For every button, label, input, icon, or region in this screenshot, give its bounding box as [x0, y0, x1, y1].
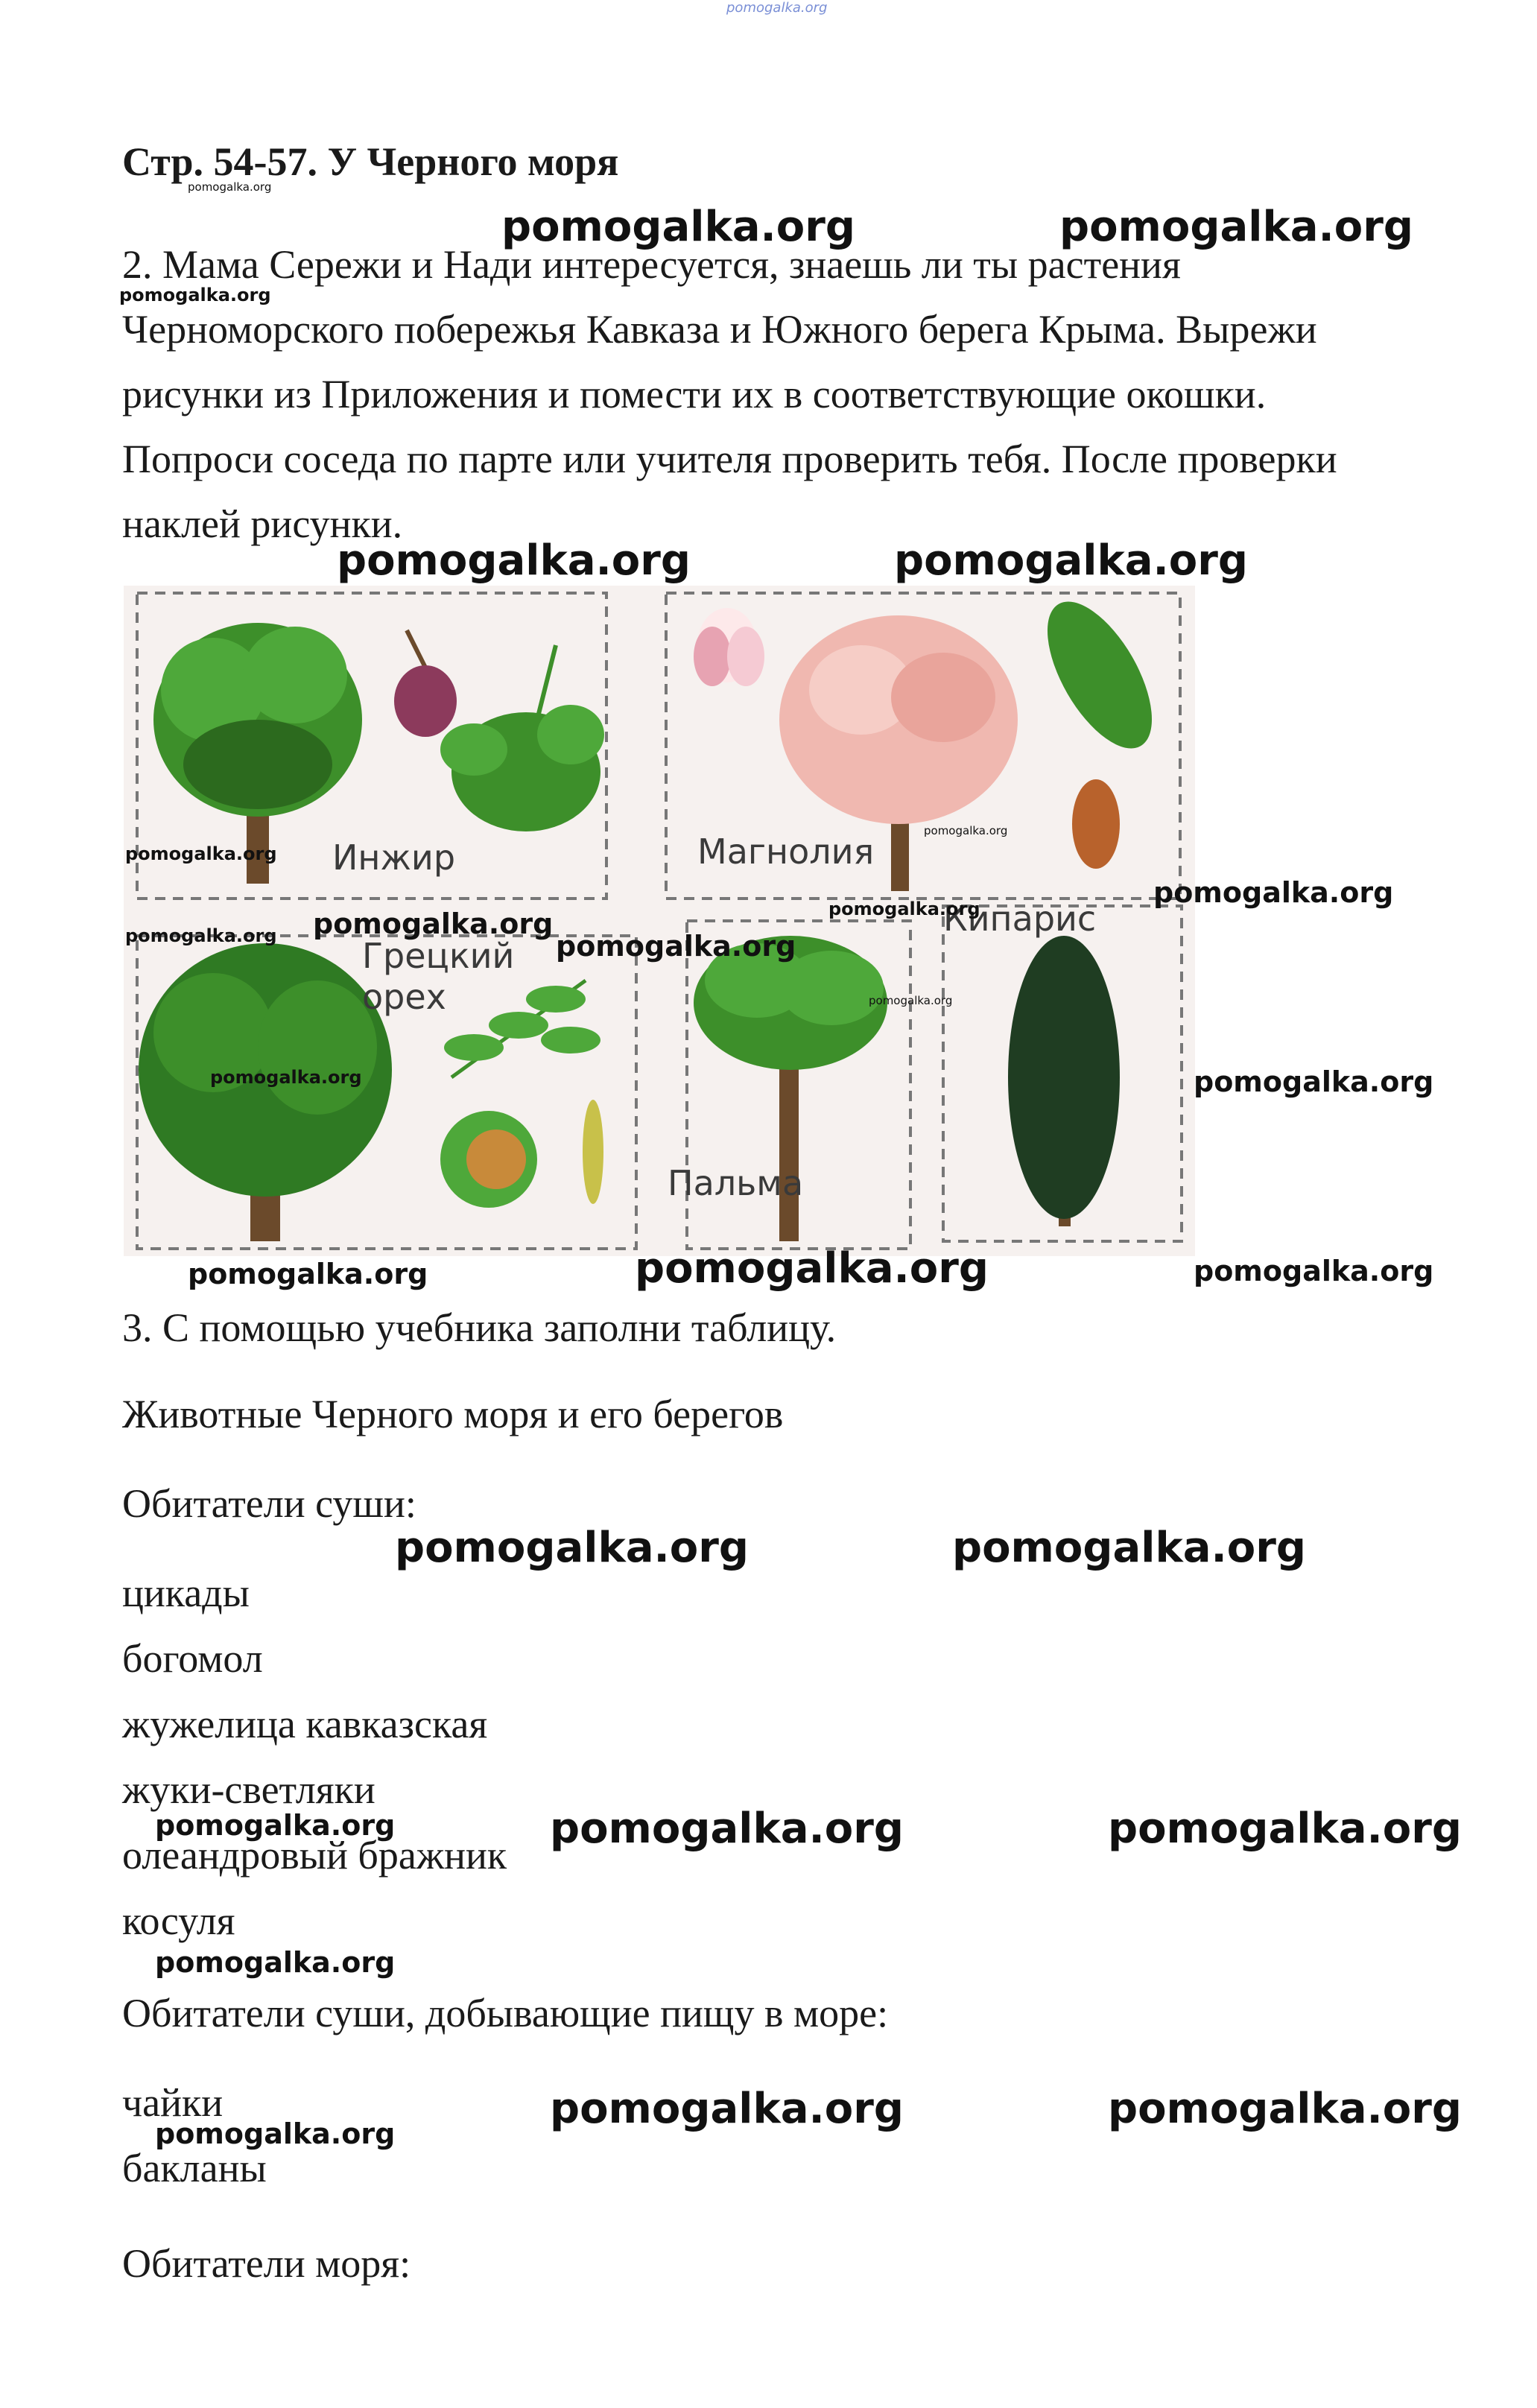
magnolia-cone [1072, 779, 1120, 869]
watermark: pomogalka.org [1108, 1805, 1462, 1853]
watermark: pomogalka.org [313, 907, 554, 940]
watermark: pomogalka.org [1194, 1065, 1434, 1098]
watermark: pomogalka.org [556, 930, 796, 963]
fig-leaf [440, 645, 604, 831]
site-watermark-top: pomogalka.org [726, 0, 828, 16]
watermark: pomogalka.org [952, 1524, 1306, 1572]
land-item: косуля [122, 1898, 235, 1943]
walnut-tree [139, 943, 392, 1241]
task3-subtitle: Животные Черного моря и его берегов [122, 1392, 784, 1436]
sea-feeder-item: бакланы [122, 2146, 267, 2190]
walnut-label-2: орех [362, 977, 446, 1017]
land-item: богомол [122, 1636, 263, 1681]
watermark: pomogalka.org [550, 1805, 904, 1853]
task2-line-3: рисунки из Приложения и помести их в соответствующие окошки. [122, 372, 1267, 416]
watermark: pomogalka.org [125, 925, 277, 946]
watermark: pomogalka.org [155, 1946, 396, 1979]
watermark: pomogalka.org [155, 1809, 396, 1842]
watermark: pomogalka.org [395, 1524, 749, 1572]
watermark: pomogalka.org [119, 285, 271, 305]
watermark: pomogalka.org [635, 1244, 989, 1293]
magnolia-flower [694, 608, 764, 686]
task2-line-4: Попроси соседа по парте или учителя проверить тебя. После проверки [122, 437, 1337, 481]
fig-fruit [394, 630, 457, 737]
watermark: pomogalka.org [501, 203, 855, 251]
watermark: pomogalka.org [125, 843, 277, 864]
watermark: pomogalka.org [1153, 876, 1394, 909]
watermark: pomogalka.org [924, 824, 1008, 837]
watermark: pomogalka.org [828, 899, 980, 919]
magnolia-label: Магнолия [697, 831, 875, 872]
cypress-label: Кипарис [943, 899, 1097, 939]
land-item: олеандровый бражник [122, 1833, 507, 1878]
watermark: pomogalka.org [869, 994, 953, 1007]
watermark: pomogalka.org [1108, 2085, 1462, 2133]
watermark: pomogalka.org [894, 536, 1248, 585]
watermark: pomogalka.org [155, 2117, 396, 2150]
watermark: pomogalka.org [337, 536, 691, 585]
walnut-fruit [440, 1100, 603, 1208]
fig-label: Инжир [332, 837, 456, 878]
watermark: pomogalka.org [188, 180, 272, 194]
task2-line-5: наклей рисунки. [122, 501, 403, 546]
land-item: жуки-светляки [122, 1767, 375, 1812]
watermark: pomogalka.org [1194, 1255, 1434, 1287]
watermark: pomogalka.org [1059, 203, 1413, 251]
walnut-leaf [444, 980, 600, 1077]
watermark: pomogalka.org [210, 1067, 362, 1088]
land-item: цикады [122, 1571, 250, 1615]
sea-feeders-label: Обитатели суши, добывающие пищу в море: [122, 1991, 889, 2035]
task2-line-1: 2. Мама Сережи и Нади интересуется, знаешь ли ты растения [122, 242, 1181, 287]
land-label: Обитатели суши: [122, 1481, 416, 1526]
magnolia-leaf [1027, 586, 1173, 764]
sea-label: Обитатели моря: [122, 2241, 411, 2286]
land-item: жужелица кавказская [122, 1702, 488, 1746]
plants-illustration [124, 586, 1195, 1256]
sea-feeder-item: чайки [122, 2080, 224, 2125]
task2-line-2: Черноморского побережья Кавказа и Южного берега Крыма. Вырежи [122, 307, 1317, 352]
watermark: pomogalka.org [188, 1258, 428, 1290]
task3-heading: 3. С помощью учебника заполни таблицу. [122, 1305, 837, 1350]
palm-label: Пальма [668, 1163, 804, 1203]
page-title: Стр. 54-57. У Черного моря [122, 139, 619, 184]
watermark: pomogalka.org [550, 2085, 904, 2133]
walnut-label-1: Грецкий [362, 936, 515, 976]
cypress-tree [1008, 936, 1120, 1226]
